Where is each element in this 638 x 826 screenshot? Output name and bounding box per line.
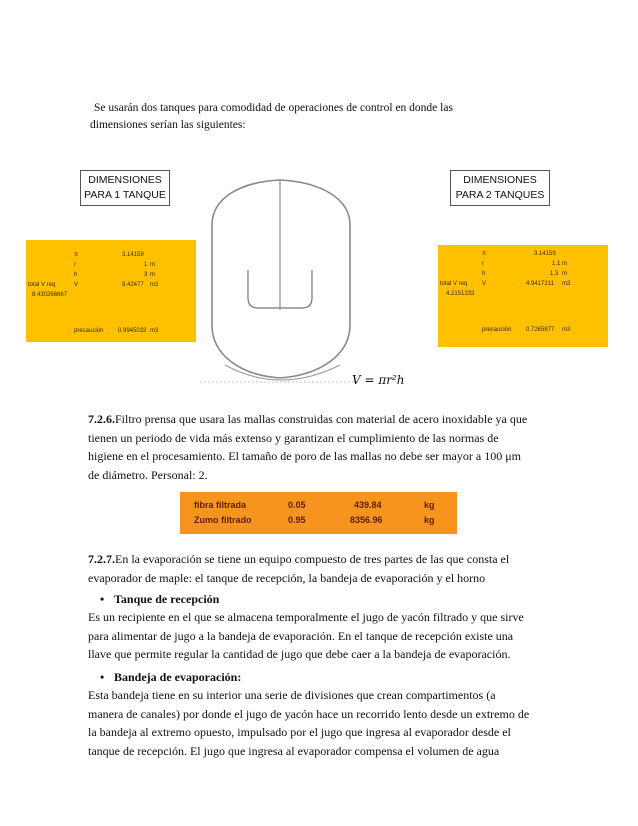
evaporation-tray-paragraph bbox=[88, 686, 548, 760]
table-cell: kg bbox=[424, 500, 435, 510]
bullet-title-evaporation-tray: • Bandeja de evaporación: bbox=[100, 670, 242, 684]
intro-line: Se usarán dos tanques para comodidad de operaciones de control en donde las bbox=[94, 102, 453, 114]
table-cell: 439.84 bbox=[354, 500, 382, 510]
paragraph-line: para alimentar de jugo a la bandeja de evaporación. En el tanque de recepción existe una bbox=[88, 628, 514, 643]
paragraph-line: tanque de recepción. El jugo que ingresa al evaporador compensa el volumen de agua bbox=[88, 743, 500, 758]
paragraph-line: llave que permite regular la cantidad de jugo que debe caer a la bandeja de evaporación. bbox=[88, 647, 511, 661]
dimensions-two-tanks-box: DIMENSIONES PARA 2 TANQUES bbox=[450, 170, 550, 206]
dimensions-card-one-tank: π 3.14159 r 1 m h 3 m total V req V 9.42477 m3 8.430266667 precaución 0.9945033 m3 bbox=[26, 240, 196, 342]
table-cell: 0.05 bbox=[288, 500, 306, 510]
bullet-icon: • bbox=[100, 670, 105, 684]
paragraph-line: la bandeja al extremo opuesto, impulsado por el jugo que ingresa al evaporador desde el bbox=[88, 725, 511, 739]
paragraph-line: manera de canales) por donde el jugo de yacón hace un recorrido lento desde un extremo de bbox=[88, 706, 530, 721]
section-7-2-6 bbox=[88, 410, 548, 484]
paragraph-line: higiene en el procesamiento. El tamaño de poro de las mallas no debe ser mayor a 100 μm bbox=[88, 449, 521, 463]
tank-outline-right bbox=[280, 180, 350, 378]
section-number: 7.2.7. bbox=[88, 552, 115, 566]
table-cell: fibra filtrada bbox=[194, 500, 247, 510]
table-cell: 8356.96 bbox=[350, 515, 383, 525]
section-number: 7.2.6. bbox=[88, 412, 115, 426]
dimensions-one-tank-box: DIMENSIONES PARA 1 TANQUE bbox=[80, 170, 170, 206]
intro-line: dimensiones serían las siguientes: bbox=[90, 119, 246, 131]
filtration-table bbox=[180, 492, 457, 534]
table-cell: Zumo filtrado bbox=[194, 515, 252, 525]
tank-diagram bbox=[200, 170, 360, 385]
dimensions-card-two-tanks: π 3.14159 r 1.1 m h 1.3 m total V req V 4.9417211 m3 4.2151333 precaución 0.7265877 m3 bbox=[438, 245, 608, 347]
bullet-title-receiving-tank: • Tanque de recepción bbox=[100, 592, 220, 606]
table-cell: kg bbox=[424, 515, 435, 525]
section-7-2-7 bbox=[88, 550, 548, 587]
intro-paragraph bbox=[90, 100, 510, 134]
paragraph-line: de diámetro. Personal: 2. bbox=[88, 467, 208, 482]
paragraph-line: Esta bandeja tiene en su interior una serie de divisiones que crean compartimentos (a bbox=[88, 688, 496, 702]
receiving-tank-paragraph bbox=[88, 608, 548, 664]
paragraph-line: evaporador de maple: el tanque de recepción, la bandeja de evaporación y el horno bbox=[88, 570, 486, 585]
table-cell: 0.95 bbox=[288, 515, 306, 525]
paragraph-line: Es un recipiente en el que se almacena temporalmente el jugo de yacón filtrado y que sirve bbox=[88, 610, 524, 624]
volume-formula: V = πr²h bbox=[352, 373, 405, 387]
paragraph-line: Filtro prensa que usara las mallas construidas con material de acero inoxidable ya que bbox=[115, 412, 528, 426]
tank-outline-left bbox=[212, 180, 280, 378]
bullet-icon: • bbox=[100, 592, 105, 606]
paragraph-line: tienen un periodo de vida más extenso y garantizan el cumplimiento de las normas de bbox=[88, 430, 499, 445]
paragraph-line: En la evaporación se tiene un equipo compuesto de tres partes de las que consta el bbox=[115, 552, 510, 566]
